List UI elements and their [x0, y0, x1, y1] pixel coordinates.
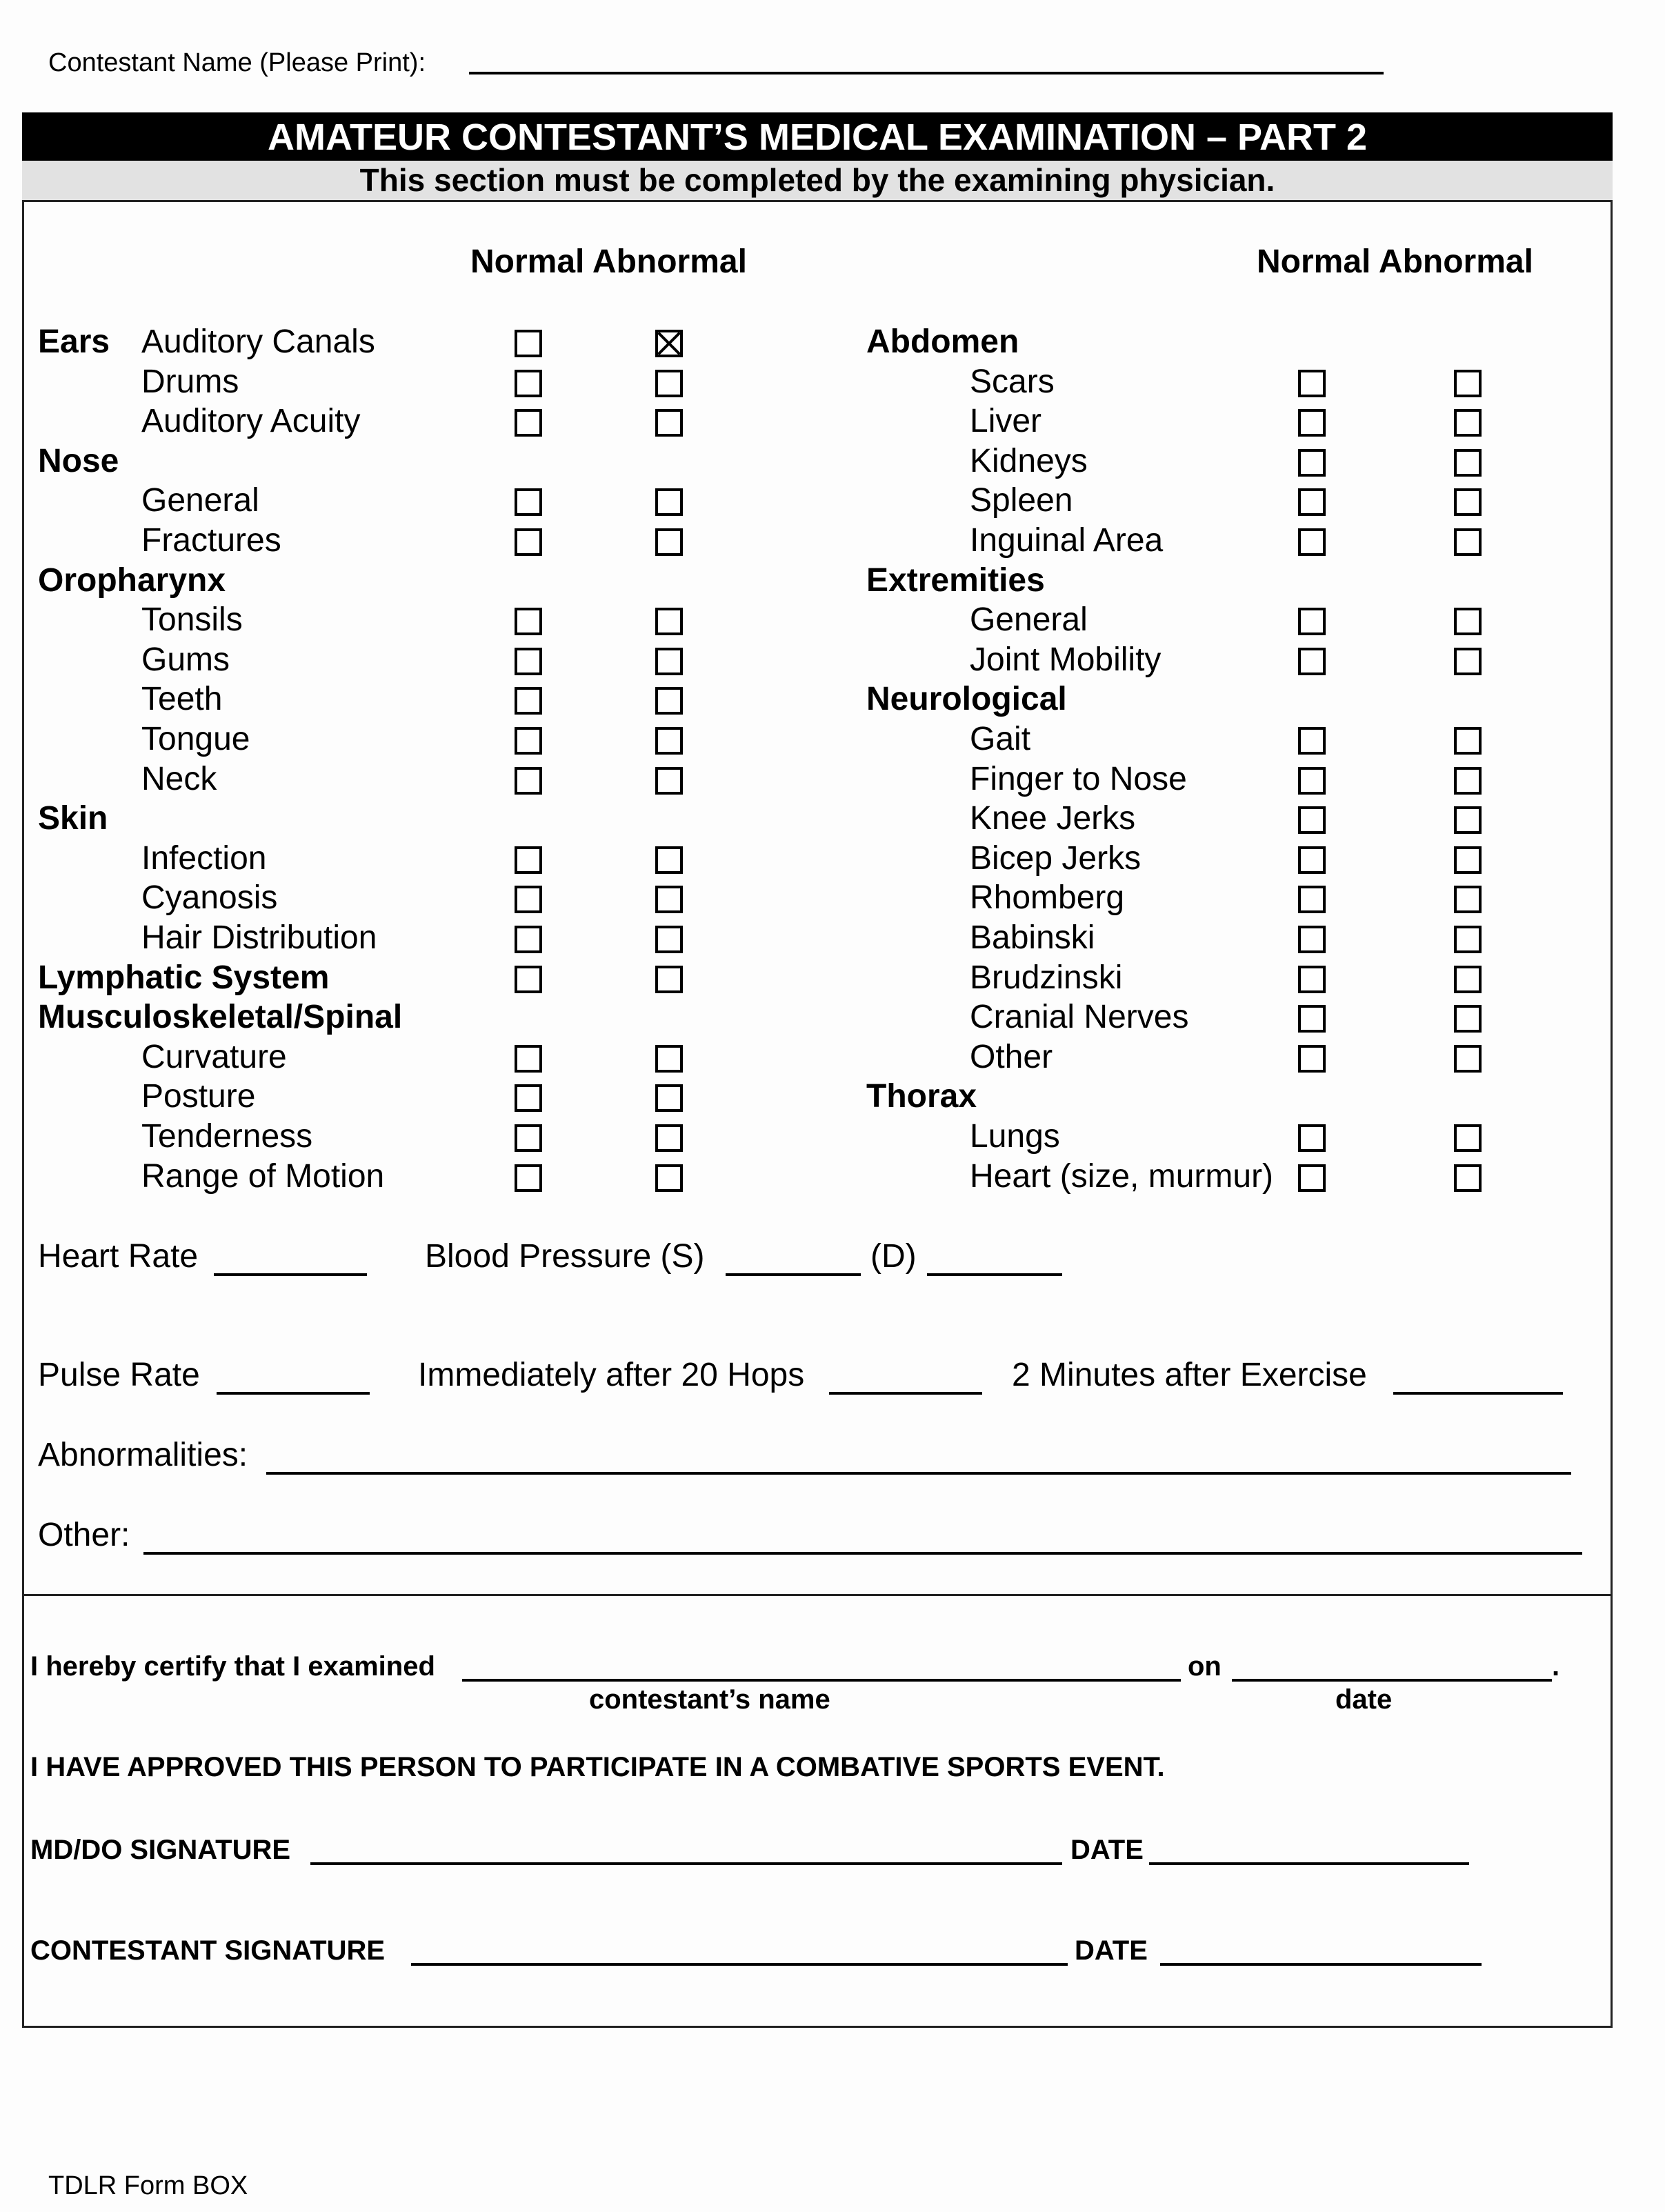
form-footer: TDLR Form BOX: [48, 2171, 248, 2200]
certified-date-field[interactable]: [1232, 1679, 1552, 1682]
contestant-signature-field[interactable]: [411, 1963, 1068, 1966]
normal-checkbox[interactable]: [1298, 1164, 1326, 1192]
section-heading: Ears: [38, 323, 110, 360]
exam-item-label: Knee Jerks: [970, 800, 1136, 837]
abnormal-checkbox[interactable]: [1454, 370, 1482, 397]
abnormal-checkbox[interactable]: [1454, 1164, 1482, 1192]
exam-item-label: Fractures: [141, 522, 281, 559]
certify-on-text: on: [1188, 1651, 1222, 1682]
right-column-header: Normal Abnormal: [1257, 243, 1533, 280]
normal-checkbox[interactable]: [1298, 488, 1326, 516]
section-heading: Abdomen: [866, 323, 1019, 360]
contestant-name-label: Contestant Name (Please Print):: [48, 48, 426, 77]
exam-item-label: Teeth: [141, 681, 223, 718]
section-heading: Extremities: [866, 561, 1045, 599]
abnormal-checkbox[interactable]: [1454, 528, 1482, 556]
normal-checkbox[interactable]: [515, 687, 542, 715]
other-label: Other:: [38, 1517, 130, 1553]
section-heading: Thorax: [866, 1078, 977, 1115]
abnormal-checkbox[interactable]: [655, 926, 683, 953]
normal-checkbox[interactable]: [515, 1045, 542, 1073]
blood-pressure-d-field[interactable]: [927, 1273, 1062, 1276]
abnormal-checkbox[interactable]: [1454, 1124, 1482, 1152]
pulse-rate-label: Pulse Rate: [38, 1357, 200, 1393]
exam-item-label: Infection: [141, 839, 267, 877]
normal-checkbox[interactable]: [515, 966, 542, 993]
contestant-name-field[interactable]: [469, 72, 1384, 74]
abnormal-checkbox[interactable]: [655, 1084, 683, 1112]
abnormal-checkbox[interactable]: [1454, 926, 1482, 953]
section-heading: Lymphatic System: [38, 959, 330, 996]
exam-item-label: Inguinal Area: [970, 522, 1164, 559]
after-hops-label: Immediately after 20 Hops: [418, 1357, 805, 1393]
left-column-header: Normal Abnormal: [470, 243, 747, 280]
normal-checkbox[interactable]: [1298, 806, 1326, 834]
abnormal-checkbox[interactable]: [1454, 1045, 1482, 1073]
normal-checkbox[interactable]: [515, 648, 542, 675]
exam-item-label: Heart (size, murmur): [970, 1157, 1274, 1195]
normal-checkbox[interactable]: [515, 330, 542, 357]
abnormal-checkbox[interactable]: [655, 409, 683, 437]
section-heading: Oropharynx: [38, 561, 226, 599]
exam-item-label: Neck: [141, 760, 217, 797]
abnormal-checkbox[interactable]: [655, 1045, 683, 1073]
normal-checkbox[interactable]: [1298, 648, 1326, 675]
section-heading: Musculoskeletal/Spinal: [38, 999, 403, 1036]
section-heading: Nose: [38, 442, 119, 479]
heart-rate-label: Heart Rate: [38, 1238, 199, 1275]
exam-item-label: Liver: [970, 403, 1042, 440]
heart-rate-field[interactable]: [214, 1273, 367, 1276]
normal-checkbox[interactable]: [1298, 767, 1326, 795]
normal-checkbox[interactable]: [515, 1084, 542, 1112]
abnormal-checkbox[interactable]: [655, 370, 683, 397]
abnormal-checkbox[interactable]: [655, 330, 683, 357]
normal-checkbox[interactable]: [515, 409, 542, 437]
date-caption: date: [1335, 1684, 1393, 1715]
normal-checkbox[interactable]: [1298, 1005, 1326, 1033]
section-divider: [22, 1594, 1613, 1596]
abnormal-checkbox[interactable]: [1454, 886, 1482, 913]
abnormal-checkbox[interactable]: [655, 1164, 683, 1192]
approval-statement: I HAVE APPROVED THIS PERSON TO PARTICIPATE IN A COMBATIVE SPORTS EVENT.: [30, 1752, 1165, 1782]
abnormal-checkbox[interactable]: [1454, 846, 1482, 874]
abnormal-checkbox[interactable]: [655, 846, 683, 874]
md-signature-label: MD/DO SIGNATURE: [30, 1835, 291, 1865]
exam-item-label: Tonsils: [141, 601, 243, 639]
blood-pressure-d-label: (D): [870, 1238, 917, 1275]
normal-checkbox[interactable]: [515, 727, 542, 755]
exam-item-label: Tongue: [141, 721, 250, 757]
normal-checkbox[interactable]: [515, 886, 542, 913]
abnormal-checkbox[interactable]: [655, 966, 683, 993]
abnormalities-label: Abnormalities:: [38, 1437, 248, 1473]
exam-item-label: Kidneys: [970, 442, 1088, 479]
contestant-name-caption: contestant’s name: [589, 1684, 830, 1715]
abnormal-checkbox[interactable]: [1454, 1005, 1482, 1033]
abnormal-checkbox[interactable]: [1454, 727, 1482, 755]
exam-item-label: Finger to Nose: [970, 760, 1187, 797]
abnormal-checkbox[interactable]: [1454, 806, 1482, 834]
abnormal-checkbox[interactable]: [1454, 409, 1482, 437]
exam-item-label: Spleen: [970, 482, 1073, 519]
normal-checkbox[interactable]: [1298, 1124, 1326, 1152]
abnormal-checkbox[interactable]: [655, 687, 683, 715]
normal-checkbox[interactable]: [1298, 409, 1326, 437]
md-signature-field[interactable]: [310, 1862, 1062, 1865]
certify-period: .: [1552, 1651, 1560, 1682]
normal-checkbox[interactable]: [515, 846, 542, 874]
other-field[interactable]: [143, 1552, 1582, 1555]
exam-item-label: Scars: [970, 363, 1055, 400]
normal-checkbox[interactable]: [1298, 608, 1326, 635]
normal-checkbox[interactable]: [1298, 1045, 1326, 1073]
exam-item-label: Lungs: [970, 1118, 1060, 1155]
normal-checkbox[interactable]: [515, 926, 542, 953]
exam-item-label: Rhomberg: [970, 879, 1125, 917]
exam-item-label: Range of Motion: [141, 1157, 385, 1195]
abnormal-checkbox[interactable]: [655, 886, 683, 913]
exam-item-label: Other: [970, 1038, 1053, 1075]
abnormal-checkbox[interactable]: [1454, 449, 1482, 477]
form-title: AMATEUR CONTESTANT’S MEDICAL EXAMINATION – PART 2: [22, 112, 1613, 161]
exam-item-label: Gums: [141, 641, 230, 678]
certify-text: I hereby certify that I examined: [30, 1651, 435, 1682]
exam-item-label: Babinski: [970, 919, 1095, 956]
after-exercise-field[interactable]: [1393, 1392, 1563, 1395]
normal-checkbox[interactable]: [1298, 926, 1326, 953]
abnormal-checkbox[interactable]: [655, 648, 683, 675]
normal-checkbox[interactable]: [1298, 727, 1326, 755]
contestant-date-field[interactable]: [1160, 1963, 1482, 1966]
abnormal-checkbox[interactable]: [1454, 608, 1482, 635]
abnormalities-field[interactable]: [266, 1472, 1571, 1475]
abnormal-checkbox[interactable]: [655, 528, 683, 556]
exam-item-label: General: [970, 601, 1088, 639]
exam-item-label: Cranial Nerves: [970, 999, 1189, 1036]
after-hops-field[interactable]: [829, 1392, 982, 1395]
normal-checkbox[interactable]: [1298, 370, 1326, 397]
normal-checkbox[interactable]: [515, 528, 542, 556]
md-date-field[interactable]: [1149, 1862, 1469, 1865]
exam-item-label: Curvature: [141, 1038, 287, 1075]
exam-item-label: Posture: [141, 1078, 256, 1115]
normal-checkbox[interactable]: [1298, 886, 1326, 913]
abnormal-checkbox[interactable]: [655, 1124, 683, 1152]
after-exercise-label: 2 Minutes after Exercise: [1012, 1357, 1367, 1393]
normal-checkbox[interactable]: [515, 370, 542, 397]
blood-pressure-s-label: Blood Pressure (S): [425, 1238, 705, 1275]
normal-checkbox[interactable]: [515, 767, 542, 795]
normal-checkbox[interactable]: [1298, 528, 1326, 556]
exam-item-label: General: [141, 482, 259, 519]
blood-pressure-s-field[interactable]: [726, 1273, 861, 1276]
exam-item-label: Brudzinski: [970, 959, 1123, 996]
abnormal-checkbox[interactable]: [1454, 767, 1482, 795]
certified-contestant-name-field[interactable]: [462, 1679, 1181, 1682]
normal-checkbox[interactable]: [1298, 966, 1326, 993]
normal-checkbox[interactable]: [515, 488, 542, 516]
exam-item-label: Cyanosis: [141, 879, 278, 917]
section-heading: Skin: [38, 800, 108, 837]
contestant-date-label: DATE: [1075, 1935, 1148, 1966]
exam-item-label: Drums: [141, 363, 239, 400]
exam-item-label: Bicep Jerks: [970, 839, 1141, 877]
exam-item-label: Tenderness: [141, 1118, 313, 1155]
section-heading: Neurological: [866, 681, 1067, 718]
abnormal-checkbox[interactable]: [655, 488, 683, 516]
normal-checkbox[interactable]: [1298, 449, 1326, 477]
normal-checkbox[interactable]: [515, 1124, 542, 1152]
contestant-signature-label: CONTESTANT SIGNATURE: [30, 1935, 386, 1966]
abnormal-checkbox[interactable]: [655, 727, 683, 755]
abnormal-checkbox[interactable]: [1454, 648, 1482, 675]
abnormal-checkbox[interactable]: [655, 767, 683, 795]
pulse-rate-field[interactable]: [217, 1392, 370, 1395]
exam-item-label: Joint Mobility: [970, 641, 1161, 678]
normal-checkbox[interactable]: [1298, 846, 1326, 874]
abnormal-checkbox[interactable]: [1454, 488, 1482, 516]
exam-item-label: Auditory Canals: [141, 323, 375, 360]
md-date-label: DATE: [1070, 1835, 1144, 1865]
normal-checkbox[interactable]: [515, 1164, 542, 1192]
exam-item-label: Auditory Acuity: [141, 403, 361, 440]
exam-item-label: Gait: [970, 721, 1031, 757]
form-subtitle: This section must be completed by the examining physician.: [22, 161, 1613, 202]
abnormal-checkbox[interactable]: [1454, 966, 1482, 993]
exam-item-label: Hair Distribution: [141, 919, 377, 956]
abnormal-checkbox[interactable]: [655, 608, 683, 635]
normal-checkbox[interactable]: [515, 608, 542, 635]
